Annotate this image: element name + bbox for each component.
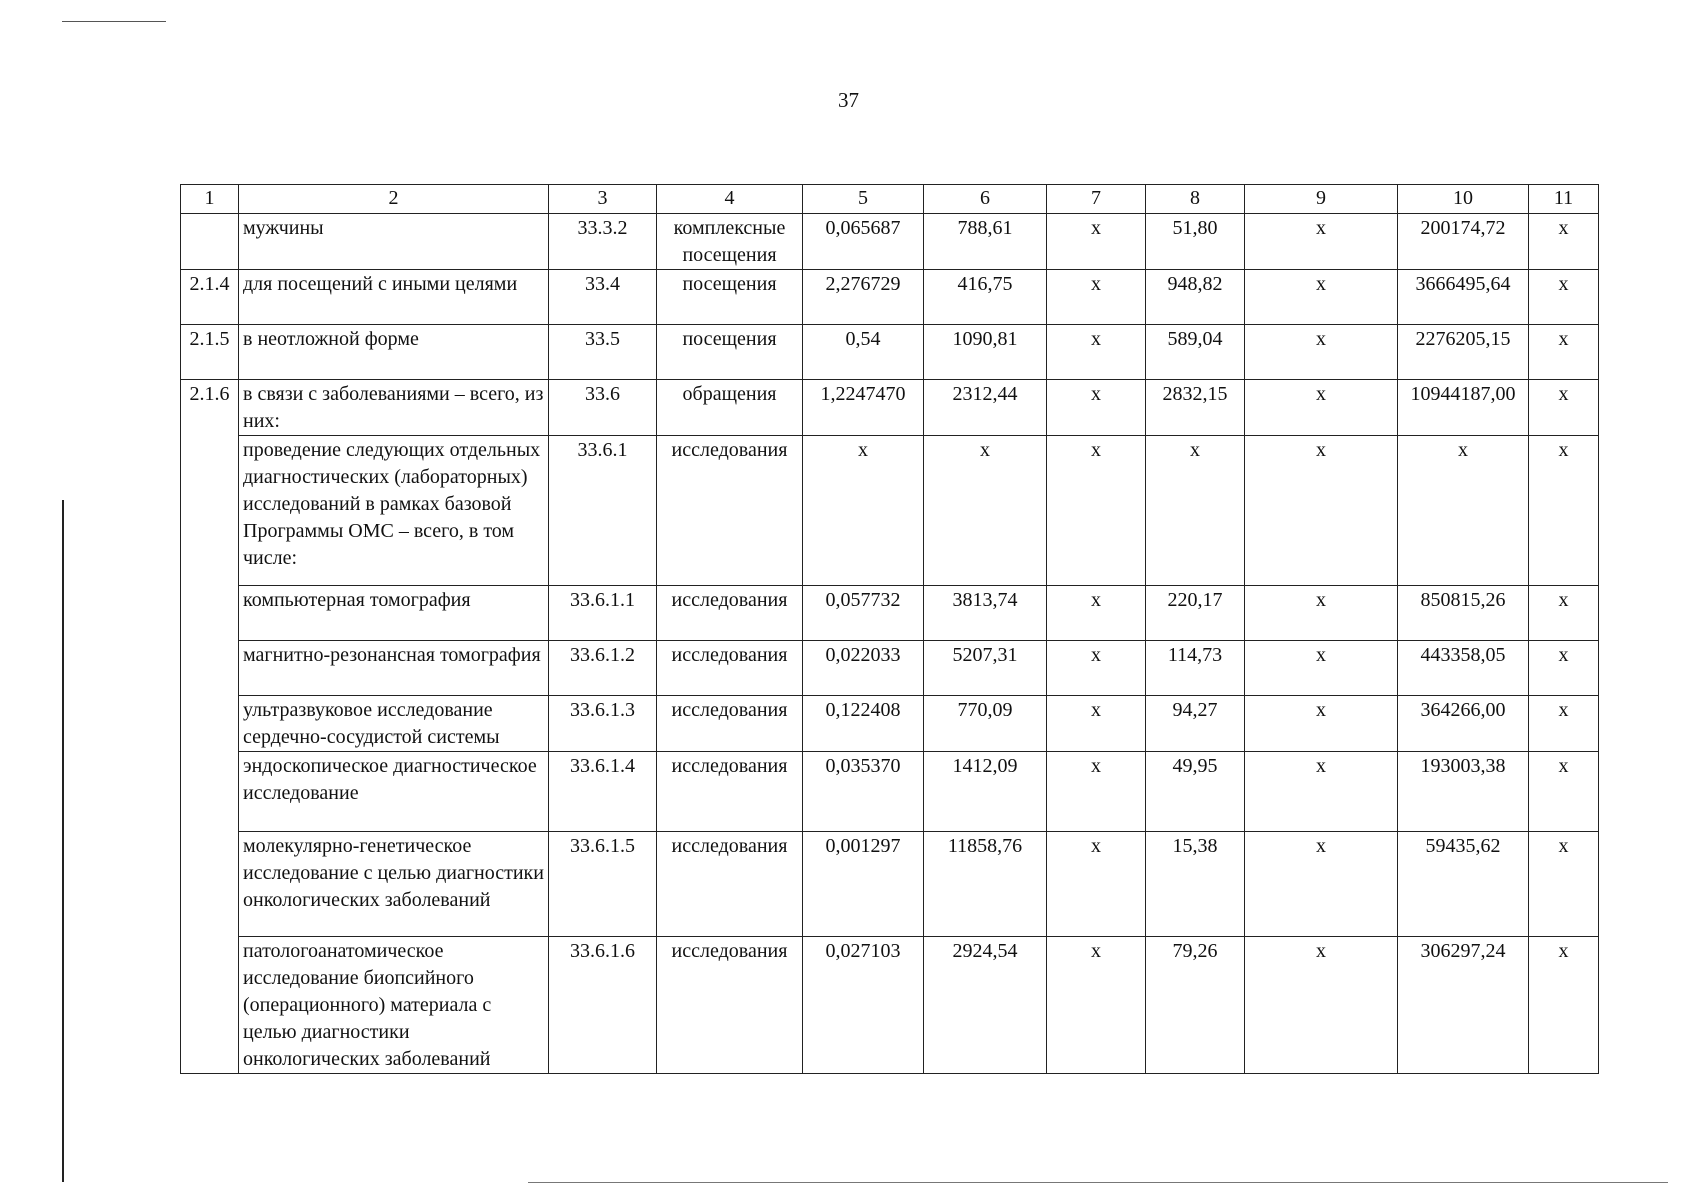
table-row [181,380,1599,436]
value-cell: х [1146,436,1245,586]
indicator-name-cell: для посещений с иными целями [239,270,549,325]
value-cell: 364266,00 [1398,696,1529,752]
value-cell: 1412,09 [924,752,1047,832]
indicator-name-cell: эндоскопическое диагностическое исследование [239,752,549,832]
value-cell: 788,61 [924,214,1047,270]
value-cell: х [1245,641,1398,696]
value-cell: 850815,26 [1398,586,1529,641]
value-cell: х [1529,696,1599,752]
unit-cell: исследования [657,696,803,752]
code-cell: 33.6.1.6 [549,937,657,1074]
data-table [180,184,1599,1074]
unit-cell: исследования [657,937,803,1074]
row-number-cell [181,641,239,696]
code-cell: 33.6.1.4 [549,752,657,832]
value-cell: х [1245,214,1398,270]
value-cell: 2312,44 [924,380,1047,436]
value-cell: х [1529,436,1599,586]
indicator-name-cell: компьютерная томография [239,586,549,641]
value-cell: х [1529,832,1599,937]
indicator-name-cell: в связи с заболеваниями – всего, из них: [239,380,549,436]
table-row [181,832,1599,937]
table-row [181,696,1599,752]
value-cell: 220,17 [1146,586,1245,641]
column-header: 1 [181,185,239,214]
row-number-cell [181,214,239,270]
value-cell: 0,001297 [803,832,924,937]
code-cell: 33.6.1 [549,436,657,586]
value-cell: 443358,05 [1398,641,1529,696]
column-header: 8 [1146,185,1245,214]
value-cell: х [1529,325,1599,380]
row-number-cell [181,937,239,1074]
code-cell: 33.6.1.1 [549,586,657,641]
value-cell: 15,38 [1146,832,1245,937]
indicator-name-cell: мужчины [239,214,549,270]
value-cell: 1090,81 [924,325,1047,380]
value-cell: 0,022033 [803,641,924,696]
value-cell: 306297,24 [1398,937,1529,1074]
page-number: 37 [838,88,859,112]
value-cell: 0,027103 [803,937,924,1074]
value-cell: 0,035370 [803,752,924,832]
column-header: 7 [1047,185,1146,214]
value-cell: х [1245,325,1398,380]
table-row [181,641,1599,696]
value-cell: х [1047,436,1146,586]
code-cell: 33.5 [549,325,657,380]
value-cell: х [1047,325,1146,380]
table-row [181,214,1599,270]
value-cell: 200174,72 [1398,214,1529,270]
indicator-name-cell: патологоанатомическое исследование биопсийного (операционного) материала с целью диагностики онкологических заболеваний [239,937,549,1074]
column-header: 2 [239,185,549,214]
code-cell: 33.4 [549,270,657,325]
value-cell: 948,82 [1146,270,1245,325]
value-cell: х [1245,752,1398,832]
unit-cell: исследования [657,752,803,832]
value-cell: 416,75 [924,270,1047,325]
code-cell: 33.3.2 [549,214,657,270]
value-cell: 10944187,00 [1398,380,1529,436]
table-row [181,586,1599,641]
table-row [181,436,1599,586]
value-cell: х [1245,696,1398,752]
scan-artifact-line [62,500,64,1182]
value-cell: 3666495,64 [1398,270,1529,325]
value-cell: х [924,436,1047,586]
value-cell: 0,065687 [803,214,924,270]
row-number-cell [181,752,239,832]
value-cell: х [1529,641,1599,696]
indicator-name-cell: проведение следующих отдельных диагностических (лабораторных) исследований в рамках базовой Программы ОМС – всего, в том числе: [239,436,549,586]
row-number-cell: 2.1.6 [181,380,239,436]
indicator-name-cell: магнитно-резонансная томография [239,641,549,696]
table-header-row [181,185,1599,214]
column-header: 9 [1245,185,1398,214]
value-cell: х [1529,270,1599,325]
value-cell: 11858,76 [924,832,1047,937]
unit-cell: исследования [657,586,803,641]
value-cell: х [1047,752,1146,832]
table-row [181,270,1599,325]
value-cell: х [1529,380,1599,436]
value-cell: 2924,54 [924,937,1047,1074]
code-cell: 33.6.1.3 [549,696,657,752]
column-header: 5 [803,185,924,214]
value-cell: х [1245,832,1398,937]
value-cell: 770,09 [924,696,1047,752]
row-number-cell [181,696,239,752]
value-cell: х [1529,586,1599,641]
value-cell: 79,26 [1146,937,1245,1074]
row-number-cell: 2.1.5 [181,325,239,380]
column-header: 4 [657,185,803,214]
value-cell: х [1245,937,1398,1074]
unit-cell: посещения [657,270,803,325]
table-row [181,937,1599,1074]
value-cell: х [1529,752,1599,832]
value-cell: 193003,38 [1398,752,1529,832]
value-cell: 114,73 [1146,641,1245,696]
column-header: 10 [1398,185,1529,214]
code-cell: 33.6.1.5 [549,832,657,937]
value-cell: х [1047,832,1146,937]
indicator-name-cell: ультразвуковое исследование сердечно-сосудистой системы [239,696,549,752]
value-cell: х [1529,937,1599,1074]
value-cell: х [1245,380,1398,436]
value-cell: 59435,62 [1398,832,1529,937]
table-row [181,325,1599,380]
value-cell: 589,04 [1146,325,1245,380]
value-cell: 2832,15 [1146,380,1245,436]
value-cell: х [1047,641,1146,696]
value-cell: х [1047,586,1146,641]
value-cell: х [1398,436,1529,586]
column-header: 6 [924,185,1047,214]
row-number-cell [181,832,239,937]
column-header: 3 [549,185,657,214]
code-cell: 33.6.1.2 [549,641,657,696]
unit-cell: посещения [657,325,803,380]
value-cell: 0,057732 [803,586,924,641]
row-number-cell [181,586,239,641]
value-cell: х [1047,937,1146,1074]
unit-cell: комплексные посещения [657,214,803,270]
row-number-cell [181,436,239,586]
unit-cell: исследования [657,832,803,937]
value-cell: 1,2247470 [803,380,924,436]
value-cell: х [1047,696,1146,752]
value-cell: 2276205,15 [1398,325,1529,380]
value-cell: х [1245,436,1398,586]
code-cell: 33.6 [549,380,657,436]
scan-artifact-line [528,1182,1668,1183]
value-cell: х [803,436,924,586]
value-cell: х [1529,214,1599,270]
unit-cell: исследования [657,641,803,696]
value-cell: 5207,31 [924,641,1047,696]
value-cell: 0,122408 [803,696,924,752]
value-cell: 51,80 [1146,214,1245,270]
value-cell: х [1245,270,1398,325]
scan-artifact-line [62,21,166,22]
unit-cell: обращения [657,380,803,436]
value-cell: 49,95 [1146,752,1245,832]
indicator-name-cell: в неотложной форме [239,325,549,380]
indicator-name-cell: молекулярно-генетическое исследование с целью диагностики онкологических заболеваний [239,832,549,937]
value-cell: 3813,74 [924,586,1047,641]
value-cell: 0,54 [803,325,924,380]
value-cell: 2,276729 [803,270,924,325]
column-header: 11 [1529,185,1599,214]
row-number-cell: 2.1.4 [181,270,239,325]
table-row [181,752,1599,832]
value-cell: х [1047,214,1146,270]
value-cell: х [1047,270,1146,325]
value-cell: х [1245,586,1398,641]
unit-cell: исследования [657,436,803,586]
value-cell: х [1047,380,1146,436]
value-cell: 94,27 [1146,696,1245,752]
